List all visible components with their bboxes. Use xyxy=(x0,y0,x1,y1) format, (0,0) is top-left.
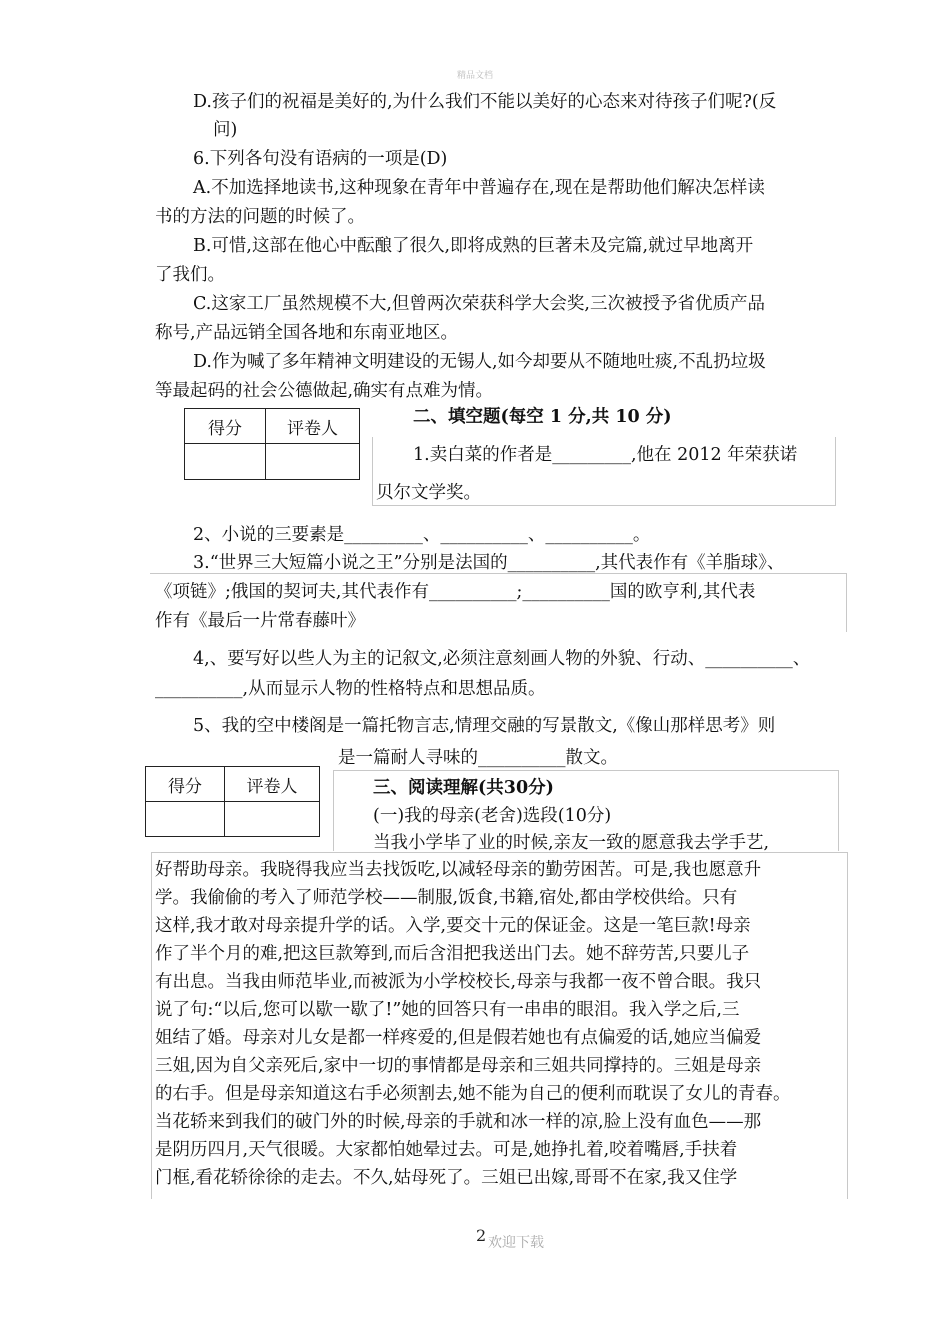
text-line: 5、我的空中楼阁是一篇托物言志,情理交融的写景散文,《像山那样思考》则 xyxy=(193,716,776,736)
header-watermark: 精品文档 xyxy=(456,71,493,81)
score-label: 得分 xyxy=(185,409,266,444)
text-line: 说了句:“以后,您可以歇一歇了!”她的回答只有一串串的眼泪。我入学之后,三 xyxy=(155,1000,740,1020)
score-cell[interactable] xyxy=(146,802,225,837)
score-label: 得分 xyxy=(146,767,225,802)
grader-cell[interactable] xyxy=(225,802,320,837)
grader-label: 评卷人 xyxy=(225,767,320,802)
text-line: 1.卖白菜的作者是_________,他在 2012 年荣获诺 xyxy=(413,445,798,465)
footer-watermark: 欢迎下载 xyxy=(488,1235,544,1251)
text-line: 了我们。 xyxy=(155,265,225,285)
text-line: 当我小学毕了业的时候,亲友一致的愿意我去学手艺, xyxy=(373,833,770,853)
score-table xyxy=(184,408,360,480)
text-line: 《项链》;俄国的契诃夫,其代表作有__________;__________国的欧亨利,其代表 xyxy=(155,582,756,602)
text-line: B.可惜,这部在他心中酝酿了很久,即将成熟的巨著未及完篇,就过早地离开 xyxy=(193,236,754,256)
text-line: 贝尔文学奖。 xyxy=(376,483,481,503)
text-frame xyxy=(150,573,847,632)
grader-cell[interactable] xyxy=(266,444,360,480)
text-line: 当花轿来到我们的破门外的时候,母亲的手就和冰一样的凉,脸上没有血色——那 xyxy=(155,1112,762,1132)
text-line: D.孩子们的祝福是美好的,为什么我们不能以美好的心态来对待孩子们呢?(反 xyxy=(193,92,777,112)
text-line: 门框,看花轿徐徐的走去。不久,姑母死了。三姐已出嫁,哥哥不在家,我又住学 xyxy=(155,1168,738,1188)
score-table xyxy=(145,766,320,837)
text-line: 3.“世界三大短篇小说之王”分别是法国的__________,其代表作有《羊脂球》、 xyxy=(193,553,785,573)
text-frame xyxy=(333,770,839,851)
text-line: 作有《最后一片常春藤叶》 xyxy=(155,611,365,631)
grader-label: 评卷人 xyxy=(266,409,360,444)
text-line: 姐结了婚。母亲对儿女是都一样疼爱的,但是假若她也有点偏爱的话,她应当偏爱 xyxy=(155,1028,762,1048)
page-number: 2 xyxy=(476,1226,487,1245)
text-line: D.作为喊了多年精神文明建设的无锡人,如今却要从不随地吐痰,不乱扔垃圾 xyxy=(193,352,766,372)
text-line: 作了半个月的难,把这巨款筹到,而后含泪把我送出门去。她不辞劳苦,只要儿子 xyxy=(155,944,750,964)
text-line: 这样,我才敢对母亲提升学的话。入学,要交十元的保证金。这是一笔巨款!母亲 xyxy=(155,916,751,936)
text-line: 三姐,因为自父亲死后,家中一切的事情都是母亲和三姐共同撑持的。三姐是母亲 xyxy=(155,1056,762,1076)
text-line: C.这家工厂虽然规模不大,但曾两次荣获科学大会奖,三次被授予省优质产品 xyxy=(193,294,765,314)
text-line: 好帮助母亲。我晓得我应当去找饭吃,以减轻母亲的勤劳困苦。可是,我也愿意升 xyxy=(155,860,762,880)
text-line: 是阴历四月,天气很暖。大家都怕她晕过去。可是,她挣扎着,咬着嘴唇,手扶着 xyxy=(155,1140,738,1160)
text-line: (一)我的母亲(老舍)选段(10分) xyxy=(373,806,612,826)
text-frame xyxy=(372,437,836,506)
text-line: 等最起码的社会公德做起,确实有点难为情。 xyxy=(155,381,494,401)
text-line: 的右手。但是母亲知道这右手必须割去,她不能为自己的便利而耽误了女儿的青春。 xyxy=(155,1084,791,1104)
section-title: 二、填空题(每空 1 分,共 10 分) xyxy=(413,407,672,427)
text-line: 4,、要写好以些人为主的记叙文,必须注意刻画人物的外貌、行动、__________、 xyxy=(193,649,811,669)
text-line: 2、小说的三要素是_________、__________、__________。 xyxy=(193,525,651,545)
text-line: 6.下列各句没有语病的一项是(D) xyxy=(193,149,448,169)
text-line: A.不加选择地读书,这种现象在青年中普遍存在,现在是帮助他们解决怎样读 xyxy=(193,178,765,198)
text-line: __________,从而显示人物的性格特点和思想品质。 xyxy=(155,679,546,699)
text-line: 是一篇耐人寻味的__________散文。 xyxy=(338,748,618,768)
text-line: 问) xyxy=(213,120,238,140)
text-line: 学。我偷偷的考入了师范学校——制服,饭食,书籍,宿处,都由学校供给。只有 xyxy=(155,888,738,908)
text-frame xyxy=(151,852,848,1199)
section-title: 三、阅读理解(共30分) xyxy=(373,778,554,798)
text-line: 有出息。当我由师范毕业,而被派为小学校校长,母亲与我都一夜不曾合眼。我只 xyxy=(155,972,762,992)
text-line: 书的方法的问题的时候了。 xyxy=(155,207,365,227)
text-line: 称号,产品远销全国各地和东南亚地区。 xyxy=(155,323,459,343)
score-cell[interactable] xyxy=(185,444,266,480)
